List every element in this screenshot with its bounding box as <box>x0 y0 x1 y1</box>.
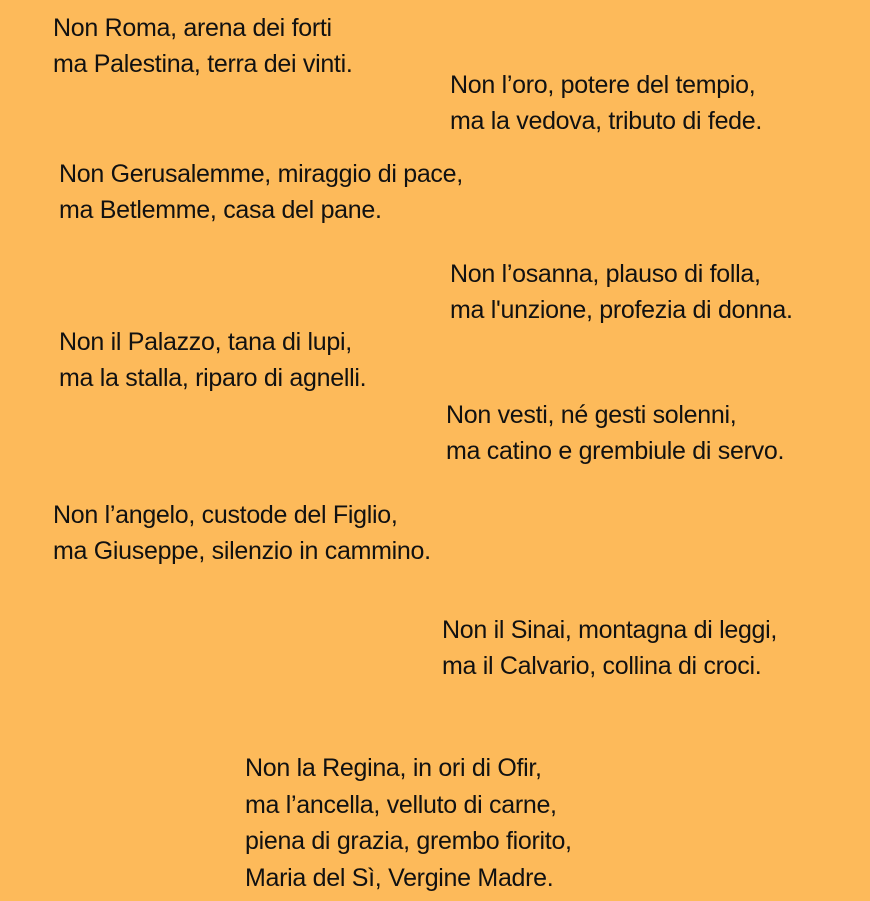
stanza-3 <box>59 156 463 228</box>
poem-line: Non vesti, né gesti solenni, <box>446 401 737 429</box>
poem-line: ma catino e grembiule di servo. <box>446 437 785 465</box>
poem-line: Non l’osanna, plauso di folla, <box>450 260 761 288</box>
stanza-7 <box>53 497 431 569</box>
poem-line: Non la Regina, in ori di Ofir, <box>245 754 542 782</box>
poem-line: ma l’ancella, velluto di carne, <box>245 790 557 819</box>
poem-line: ma la stalla, riparo di agnelli. <box>59 364 367 392</box>
poem-line: ma l'unzione, profezia di donna. <box>450 296 793 324</box>
poem-line: Non Gerusalemme, miraggio di pace, <box>59 160 463 188</box>
poem-line: Non Roma, arena dei forti <box>53 14 332 42</box>
poem-line: ma Betlemme, casa del pane. <box>59 196 382 224</box>
stanza-1 <box>53 10 352 82</box>
poem-line: Non l’oro, potere del tempio, <box>450 71 756 99</box>
poem-line: ma Palestina, terra dei vinti. <box>53 50 353 78</box>
poem-line: Non il Sinai, montagna di leggi, <box>442 616 778 644</box>
poem-line: ma la vedova, tributo di fede. <box>450 107 763 135</box>
poem-line: ma Giuseppe, silenzio in cammino. <box>53 537 431 565</box>
stanza-6 <box>446 397 784 469</box>
stanza-4 <box>450 256 793 328</box>
stanza-final <box>245 750 572 896</box>
poem-line: Maria del Sì, Vergine Madre. <box>245 863 554 892</box>
poem-line: ma il Calvario, collina di croci. <box>442 652 762 680</box>
poem-line: Non l’angelo, custode del Figlio, <box>53 501 398 529</box>
stanza-2 <box>450 67 762 139</box>
stanza-5 <box>59 324 366 396</box>
poem-line: Non il Palazzo, tana di lupi, <box>59 328 352 356</box>
poem-line: piena di grazia, grembo fiorito, <box>245 827 572 855</box>
stanza-8 <box>442 612 777 684</box>
